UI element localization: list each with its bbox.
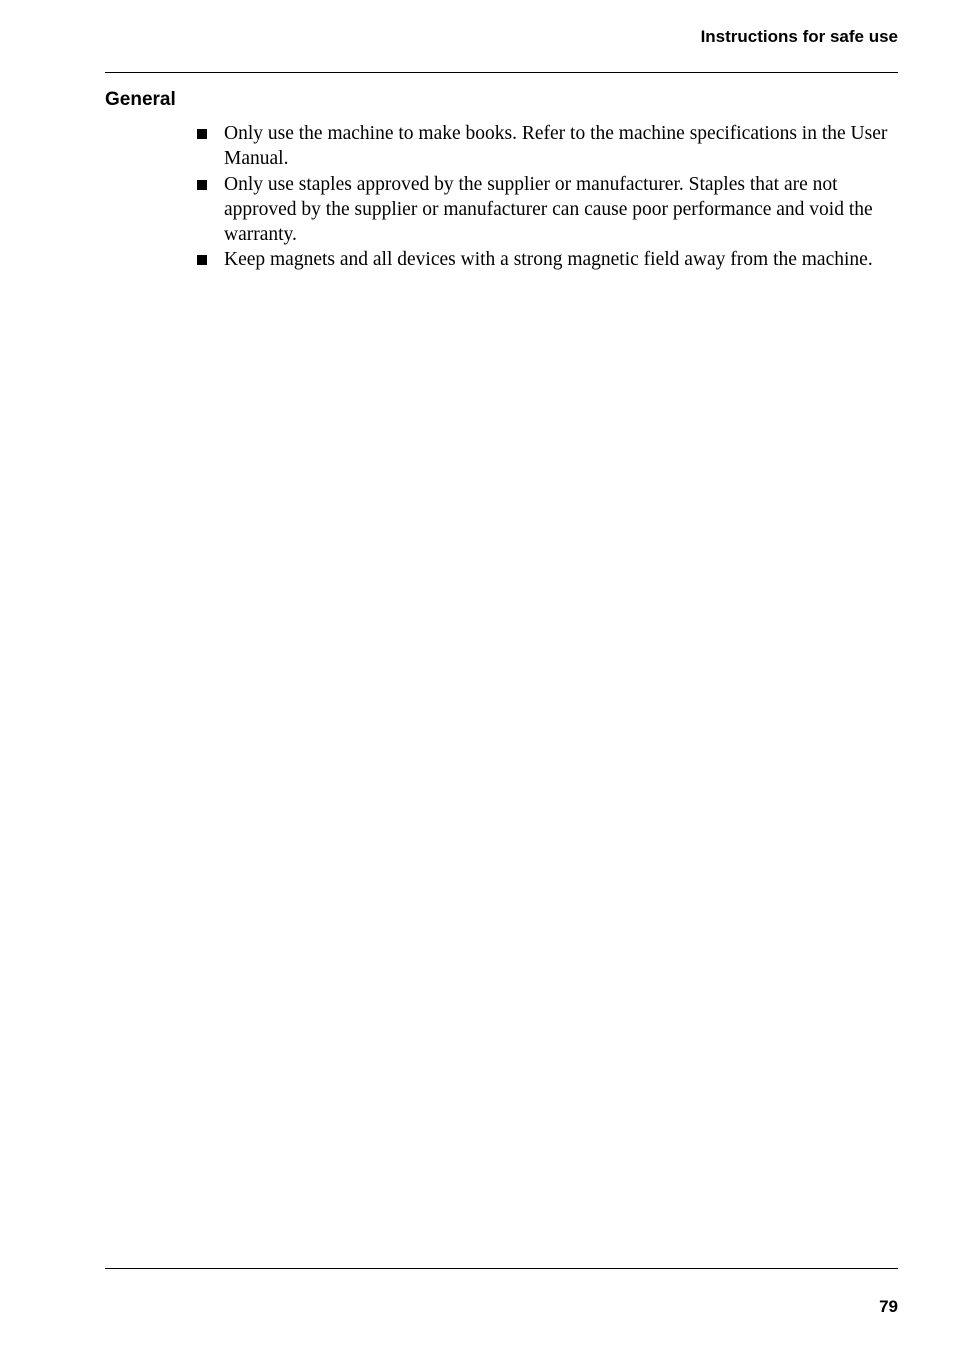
list-item-text: Keep magnets and all devices with a strong magnetic field away from the machine. [224,249,873,271]
list-item [194,172,900,248]
running-header: Instructions for safe use [700,27,898,46]
page-number: 79 [879,1297,898,1316]
square-bullet-icon [197,255,207,265]
bullet-list [194,121,900,273]
list-item-text: Only use the machine to make books. Refer to the machine specifications in the User Manual. [224,123,888,170]
header-rule [105,72,898,73]
list-item-text: Only use staples approved by the supplier or manufacturer. Staples that are not approved by the supplier or manufacturer can cause poor performance and void the warranty. [224,173,873,246]
list-item [194,121,900,172]
list-item [194,247,900,272]
square-bullet-icon [197,180,207,190]
square-bullet-icon [197,129,207,139]
section-heading: General [105,89,176,110]
footer-rule [105,1268,898,1269]
